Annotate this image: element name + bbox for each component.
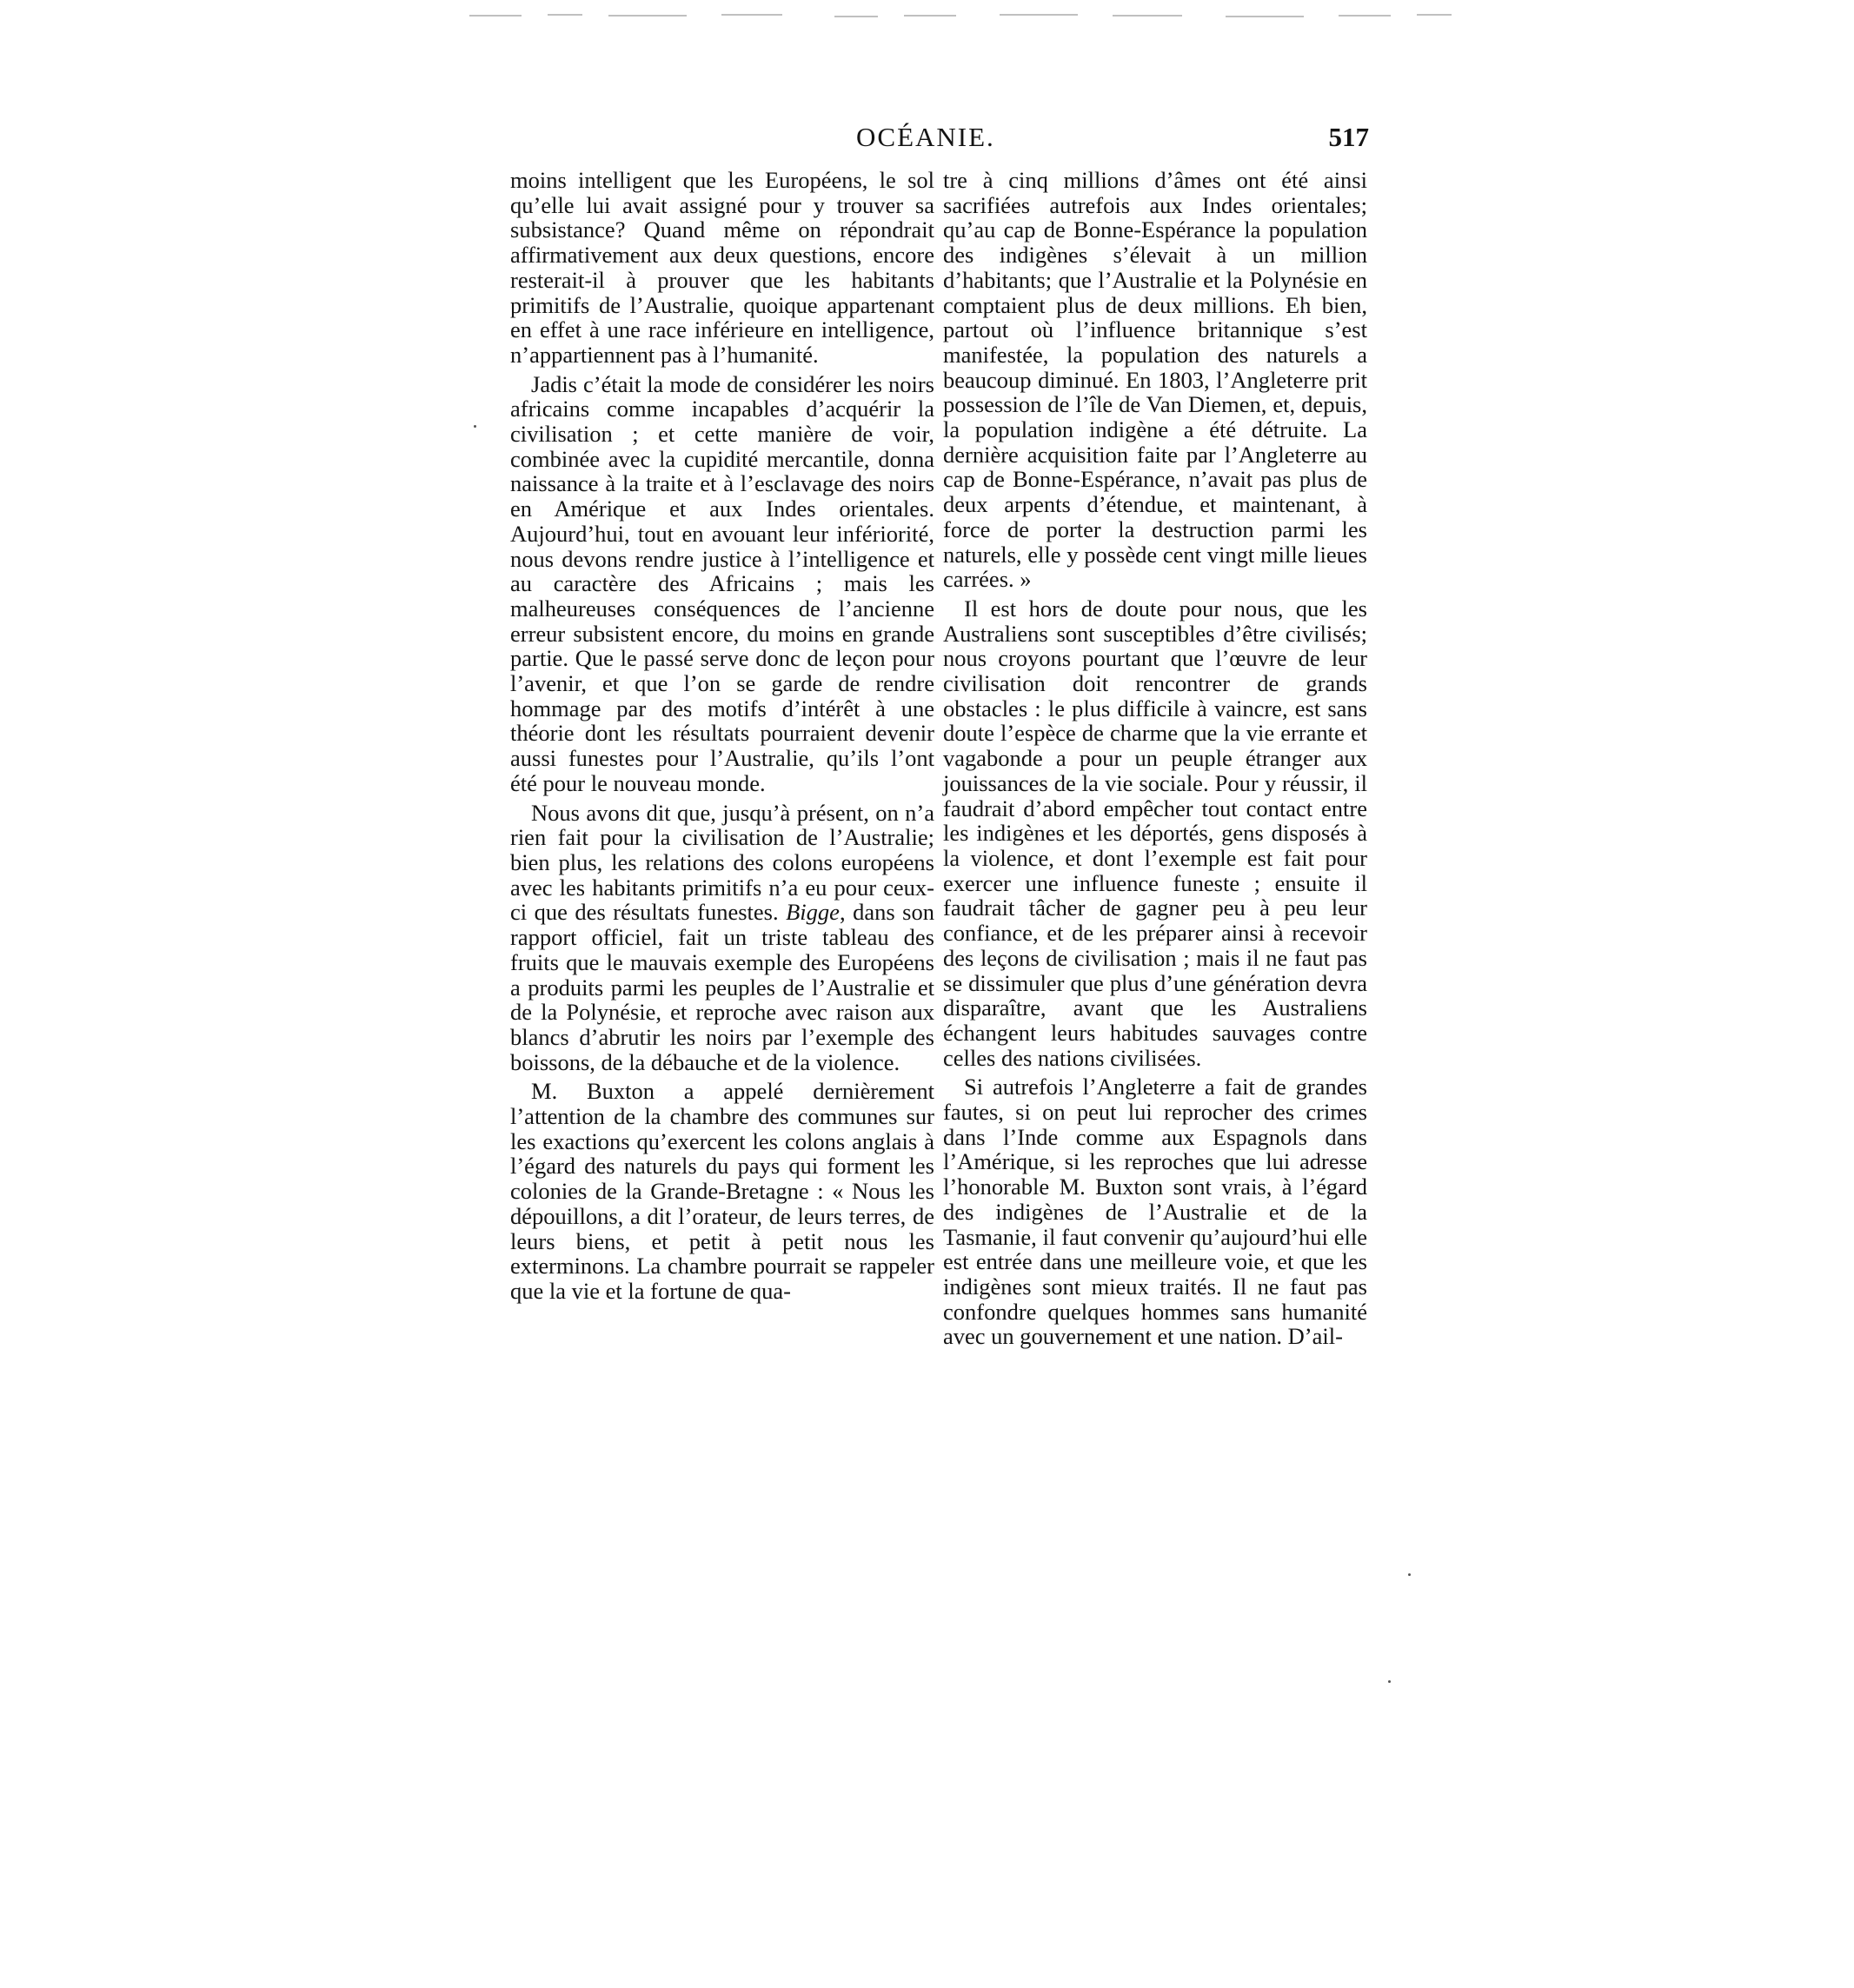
page-header bbox=[491, 122, 1369, 165]
italic-name: Bigge bbox=[786, 899, 840, 926]
scan-edge-noise bbox=[469, 12, 1460, 19]
paragraph: Si autrefois l’Angleterre a fait de grandes fautes, si on peut lui reprocher des crimes dans l’Inde comme aux Espagnols dans l’Amérique, si les reproches que lui adresse l’honorable M. Buxton sont vrais, à l’égard des indigènes de l’Australie et de la Tasmanie, il faut convenir qu’aujourd’hui elle est entrée dans une meilleure voie, et que les indigènes sont mieux traités. Il ne faut pas confondre quelques hommes sans humanité avec un gouvernement et une nation. D’ail- bbox=[943, 1074, 1367, 1350]
paragraph: moins intelligent que les Européens, le sol qu’elle lui avait assigné pour y trouver sa subsistance? Quand même on répondrait affirmativement aux deux questions, encore resterait-il à prouver que les habitants primitifs de l’Australie, quoique appartenant en effet à une race inférieure en intelligence, n’appartiennent pas à l’humanité. bbox=[510, 167, 934, 368]
scan-speck bbox=[1388, 1680, 1391, 1683]
paragraph: Il est hors de doute pour nous, que les Australiens sont susceptibles d’être civilisés; nous croyons pourtant que l’œuvre de leur civilisation doit rencontrer de grands obstacles : le plus difficile à vaincre, est sans doute l’espèce de charme que la vie errante et vagabonde a pour un peuple étranger aux jouissances de la vie sociale. Pour y réussir, il faudrait d’abord empêcher tout contact entre les indigènes et les déportés, gens disposés à la violence, et dont l’exemple est fait pour exercer une influence funeste ; ensuite il faudrait tâcher de gagner peu à peu leur confiance, et de les préparer ainsi à recevoir des leçons de civilisation ; mais il ne faut pas se dissimuler que plus d’une génération devra disparaître, avant que les Australiens échangent leurs habitudes sauvages contre celles des nations civilisées. bbox=[943, 595, 1367, 1071]
paragraph-text: , dans son rapport officiel, fait un triste tableau des fruits que le mauvais exemple des Européens a produits parmi les peuples de l’Australie et de la Polynésie, et reproche avec raison aux blancs d’abrutir les noirs par l’exemple des boissons, de la débauche et de la violence. bbox=[510, 899, 934, 1075]
paragraph-text: Nous avons dit que, jusqu’à présent, on n’a rien fait pour la civilisation de l’Australie; bien plus, les relations des colons européens avec les habitants primitifs n’a eu pour ceux-ci que des résultats funestes. bbox=[510, 799, 934, 926]
paragraph: tre à cinq millions d’âmes ont été ainsi sacrifiées autrefois aux Indes orientales; qu’au cap de Bonne-Espérance la population des indigènes s’élevait à un million d’habitants; que l’Australie et la Polynésie en comptaient plus de deux millions. Eh bien, partout où l’influence britannique s’est manifestée, la population des naturels a beaucoup diminué. En 1803, l’Angleterre prit possession de l’île de Van Diemen, et, depuis, la population indigène a été détruite. La dernière acquisition faite par l’Angleterre au cap de Bonne-Espérance, n’avait pas plus de deux arpents d’étendue, et maintenant, à force de porter la destruction parmi les naturels, elle y possède cent vingt mille lieues carrées. » bbox=[943, 167, 1367, 593]
paragraph bbox=[510, 801, 934, 1075]
left-column bbox=[510, 168, 934, 1304]
scan-speck bbox=[474, 425, 476, 428]
right-column bbox=[943, 168, 1367, 1349]
page-number: 517 bbox=[1328, 122, 1369, 152]
running-head: OCÉANIE. bbox=[856, 122, 995, 152]
scan-speck bbox=[1408, 1573, 1411, 1576]
paragraph: M. Buxton a appelé dernièrement l’attention de la chambre des communes sur les exactions qu’exercent les colons anglais à l’égard des naturels du pays qui forment les colonies de la Grande-Bretagne : « Nous les dépouillons, a dit l’orateur, de leurs terres, de leurs biens, et petit à petit nous les exterminons. La chambre pourrait se rappeler que la vie et la fortune de qua- bbox=[510, 1078, 934, 1304]
paragraph: Jadis c’était la mode de considérer les noirs africains comme incapables d’acquérir la civilisation ; et cette manière de voir, combinée avec la cupidité mercantile, donna naissance à la traite et à l’esclavage des noirs en Amérique et aux Indes orientales. Aujourd’hui, tout en avouant leur infériorité, nous devons rendre justice à l’intelligence et au caractère des Africains ; mais les malheureuses conséquences de l’ancienne erreur subsistent encore, du moins en grande partie. Que le passé serve donc de leçon pour l’avenir, et que l’on se garde de rendre hommage par des motifs d’intérêt à une théorie dont les résultats pourraient devenir aussi funestes pour l’Australie, qu’ils l’ont été pour le nouveau monde. bbox=[510, 370, 934, 796]
